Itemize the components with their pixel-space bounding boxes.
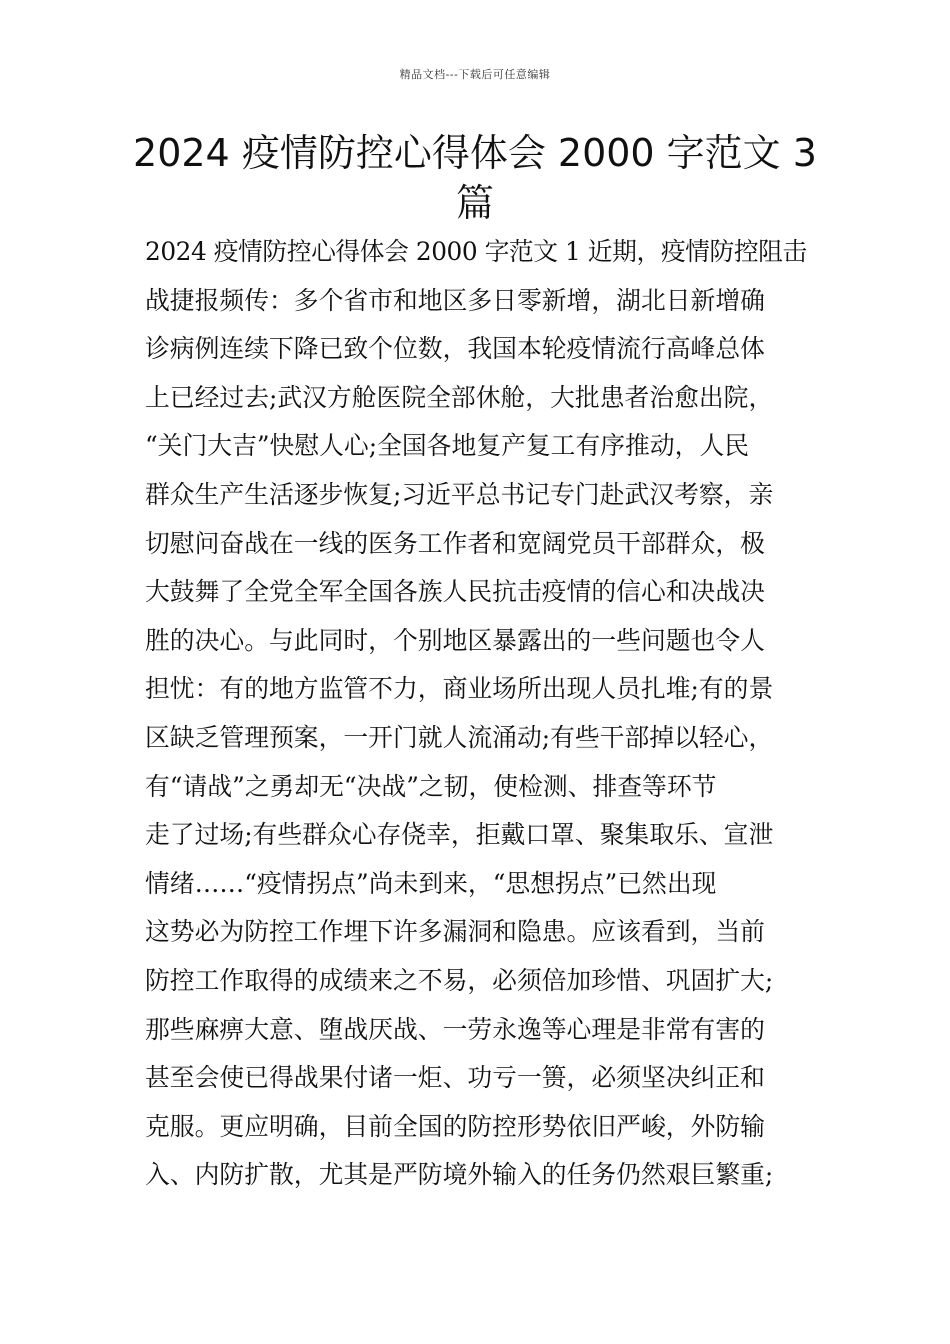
body-line: 诊病例连续下降已致个位数，我国本轮疫情流行高峰总体 xyxy=(145,334,765,364)
body-line: 群众生产生活逐步恢复;习近平总书记专门赴武汉考察，亲 xyxy=(145,479,774,509)
body-line: 那些麻痹大意、堕战厌战、一劳永逸等心理是非常有害的 xyxy=(145,1014,765,1044)
body-line: 上已经过去;武汉方舱医院全部休舱，大批患者治愈出院， xyxy=(145,382,774,412)
body-line: 担忧：有的地方监管不力，商业场所出现人员扎堆;有的景 xyxy=(145,674,774,704)
body-line: 情绪……“疫情拐点”尚未到来，“思想拐点”已然出现 xyxy=(145,868,717,898)
body-line: 甚至会使已得战果付诸一炬、功亏一篑，必须坚决纠正和 xyxy=(145,1063,765,1093)
body-line: 克服。更应明确，目前全国的防控形势依旧严峻，外防输 xyxy=(145,1111,765,1141)
body-line: 防控工作取得的成绩来之不易，必须倍加珍惜、巩固扩大; xyxy=(145,965,774,995)
body-line: “关门大吉”快慰人心;全国各地复产复工有序推动，人民 xyxy=(145,431,750,461)
body-line: 走了过场;有些群众心存侥幸，拒戴口罩、聚集取乐、宣泄 xyxy=(145,820,774,850)
body-line: 有“请战”之勇却无“决战”之韧，使检测、排查等环节 xyxy=(145,771,717,801)
body-line: 战捷报频传：多个省市和地区多日零新增，湖北日新增确 xyxy=(145,285,765,315)
body-line: 大鼓舞了全党全军全国各族人民抗击疫情的信心和决战决 xyxy=(145,577,765,607)
header-note: 精品文档---下载后可任意编辑 xyxy=(399,68,551,81)
body-paragraph xyxy=(145,228,807,1200)
document-title: 2024 疫情防控心得体会 2000 字范文 3 篇 xyxy=(133,131,817,225)
body-line: 2024 疫情防控心得体会 2000 字范文 1 近期，疫情防控阻击 xyxy=(145,237,807,266)
body-line: 这势必为防控工作埋下许多漏洞和隐患。应该看到，当前 xyxy=(145,917,765,947)
body-line: 入、内防扩散，尤其是严防境外输入的任务仍然艰巨繁重; xyxy=(145,1160,774,1190)
body-line: 胜的决心。与此同时，个别地区暴露出的一些问题也令人 xyxy=(145,625,765,655)
body-line: 区缺乏管理预案，一开门就人流涌动;有些干部掉以轻心， xyxy=(145,722,774,752)
body-line: 切慰问奋战在一线的医务工作者和宽阔党员干部群众，极 xyxy=(145,528,765,558)
